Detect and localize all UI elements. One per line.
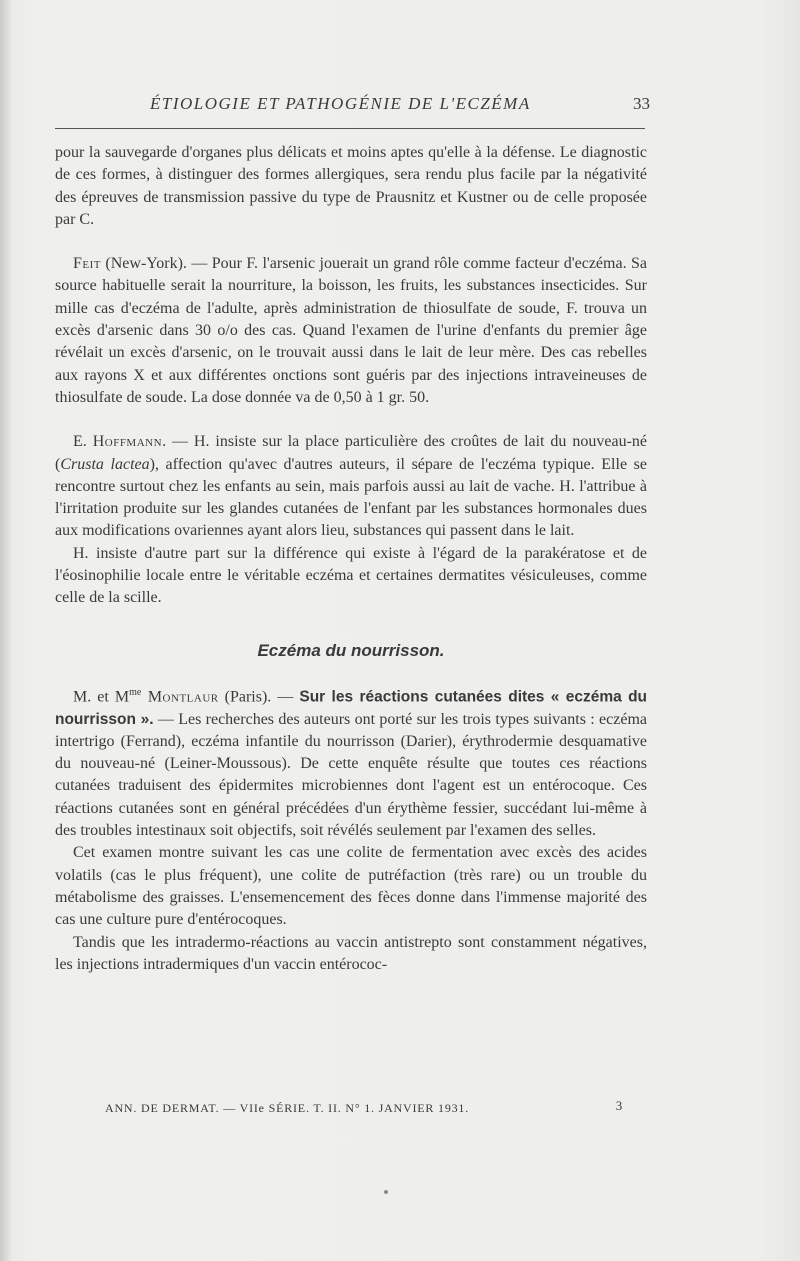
paragraph-montlaur-3: Tandis que les intradermo-réactions au vaccin antistrepto sont constamment négatives, les injections intradermiques d'un vaccin entérococ- (55, 933, 647, 973)
journal-reference: ANN. DE DERMAT. — VIIe SÉRIE. T. II. N° 1. JANVIER 1931. (105, 1101, 470, 1115)
feit-text: (New-York). — Pour F. l'arsenic jouerait un grand rôle comme facteur d'eczéma. Sa source habituelle serait la nourriture, la boisson, les fruits, les substances insecticides. Sur mille cas d'eczéma de l'adulte, après administration de thiosulfate de soude, F. trouva un excès d'arsenic dans 30 o/o des cas. Quand l'examen de l'urine d'enfants du premier âge révélait un excès d'arsenic, on le trouvait aussi dans le lait de leur mère. Des cas rebelles aux rayons X et aux différentes onctions sont guéris par des injections intraveineuses de thiosulfate de soude. La dose donnée va de 0,50 à 1 gr. 50. (55, 255, 647, 406)
page-number: 33 (633, 94, 650, 113)
author-feit: Feit (73, 255, 101, 273)
hoffmann-initial: E. (73, 433, 93, 451)
hoffmann-italic-term: Crusta lactea (60, 455, 150, 473)
montlaur-place: (Paris). — (218, 688, 300, 706)
page-footer (105, 1098, 623, 1121)
montlaur-superscript: me (129, 686, 142, 698)
paragraph-hoffmann (55, 431, 647, 542)
author-hoffmann: Hoffmann (92, 433, 163, 451)
running-header (150, 94, 650, 118)
paragraph-montlaur (55, 682, 647, 842)
hoffmann-text-2: ), affection qu'avec d'autres auteurs, il sépare de l'eczéma typique. Elle se rencontre surtout chez les enfants au sein, mais parfois aussi au lait de vache. H. l'attribue à l'irritation produite sur les glandes cutanées de l'enfant par les substances hormonales dues aux modifications ovariennes ayant alors lieu, substances qui passent dans le lait. (55, 455, 647, 540)
paragraph-hoffmann-2: H. insiste d'autre part sur la différence qui existe à l'égard de la parakératose et de l'éosinophilie locale entre le véritable eczéma et certaines dermatites vésiculeuses, comme celle de la scille. (55, 544, 647, 607)
hoffmann-text-1: . — H. insiste sur la place particulière des croûtes de lait du nouveau-né ( (55, 433, 647, 473)
montlaur-title: Sur les réactions cutanées dites « eczéma du nourrisson ». (55, 688, 648, 728)
section-title: Eczéma du nourrisson. (257, 640, 445, 660)
author-montlaur: Montlaur (141, 688, 219, 706)
montlaur-prefix: M. et M (73, 688, 130, 706)
paragraph-feit (55, 253, 647, 409)
body-text (55, 142, 647, 976)
ink-speck (384, 1190, 388, 1194)
header-rule (55, 128, 645, 129)
paragraph-continuation: pour la sauvegarde d'organes plus délicats et moins aptes qu'elle à la défense. Le diagnostic de ces formes, à distinguer des formes allergiques, sera rendu plus facile par la négativité des épreuves de transmission passive du type de Prausnitz et Kustner ou de celle proposée par C. (55, 144, 647, 228)
paragraph-montlaur-2: Cet examen montre suivant les cas une colite de fermentation avec excès des acides volatils (cas le plus fréquent), une colite de putréfaction (très rare) ou un trouble du métabolisme des graisses. L'ensemencement des fèces donne dans l'immense majorité des cas une culture pure d'entérocoques. (55, 844, 647, 929)
running-title: ÉTIOLOGIE ET PATHOGÉNIE DE L'ECZÉMA (150, 94, 531, 113)
signature-mark: 3 (615, 1098, 623, 1113)
page-edge-shadow (0, 0, 10, 1261)
montlaur-text: — Les recherches des auteurs ont porté sur les trois types suivants : eczéma intertrigo (Ferrand), eczéma infantile du nourrisson (Darier), érythrodermie desquamative du nouveau-né (Leiner-Moussous). De cette enquête résulte que toutes ces réactions cutanées traduisent des épidermites microbiennes dont l'agent est un entérocoque. Ces réactions cutanées sont en général précédées d'un érythème fessier, succédant lui-même à des troubles intestinaux soit objectifs, soit révélés seulement par l'examen des selles. (55, 710, 648, 840)
